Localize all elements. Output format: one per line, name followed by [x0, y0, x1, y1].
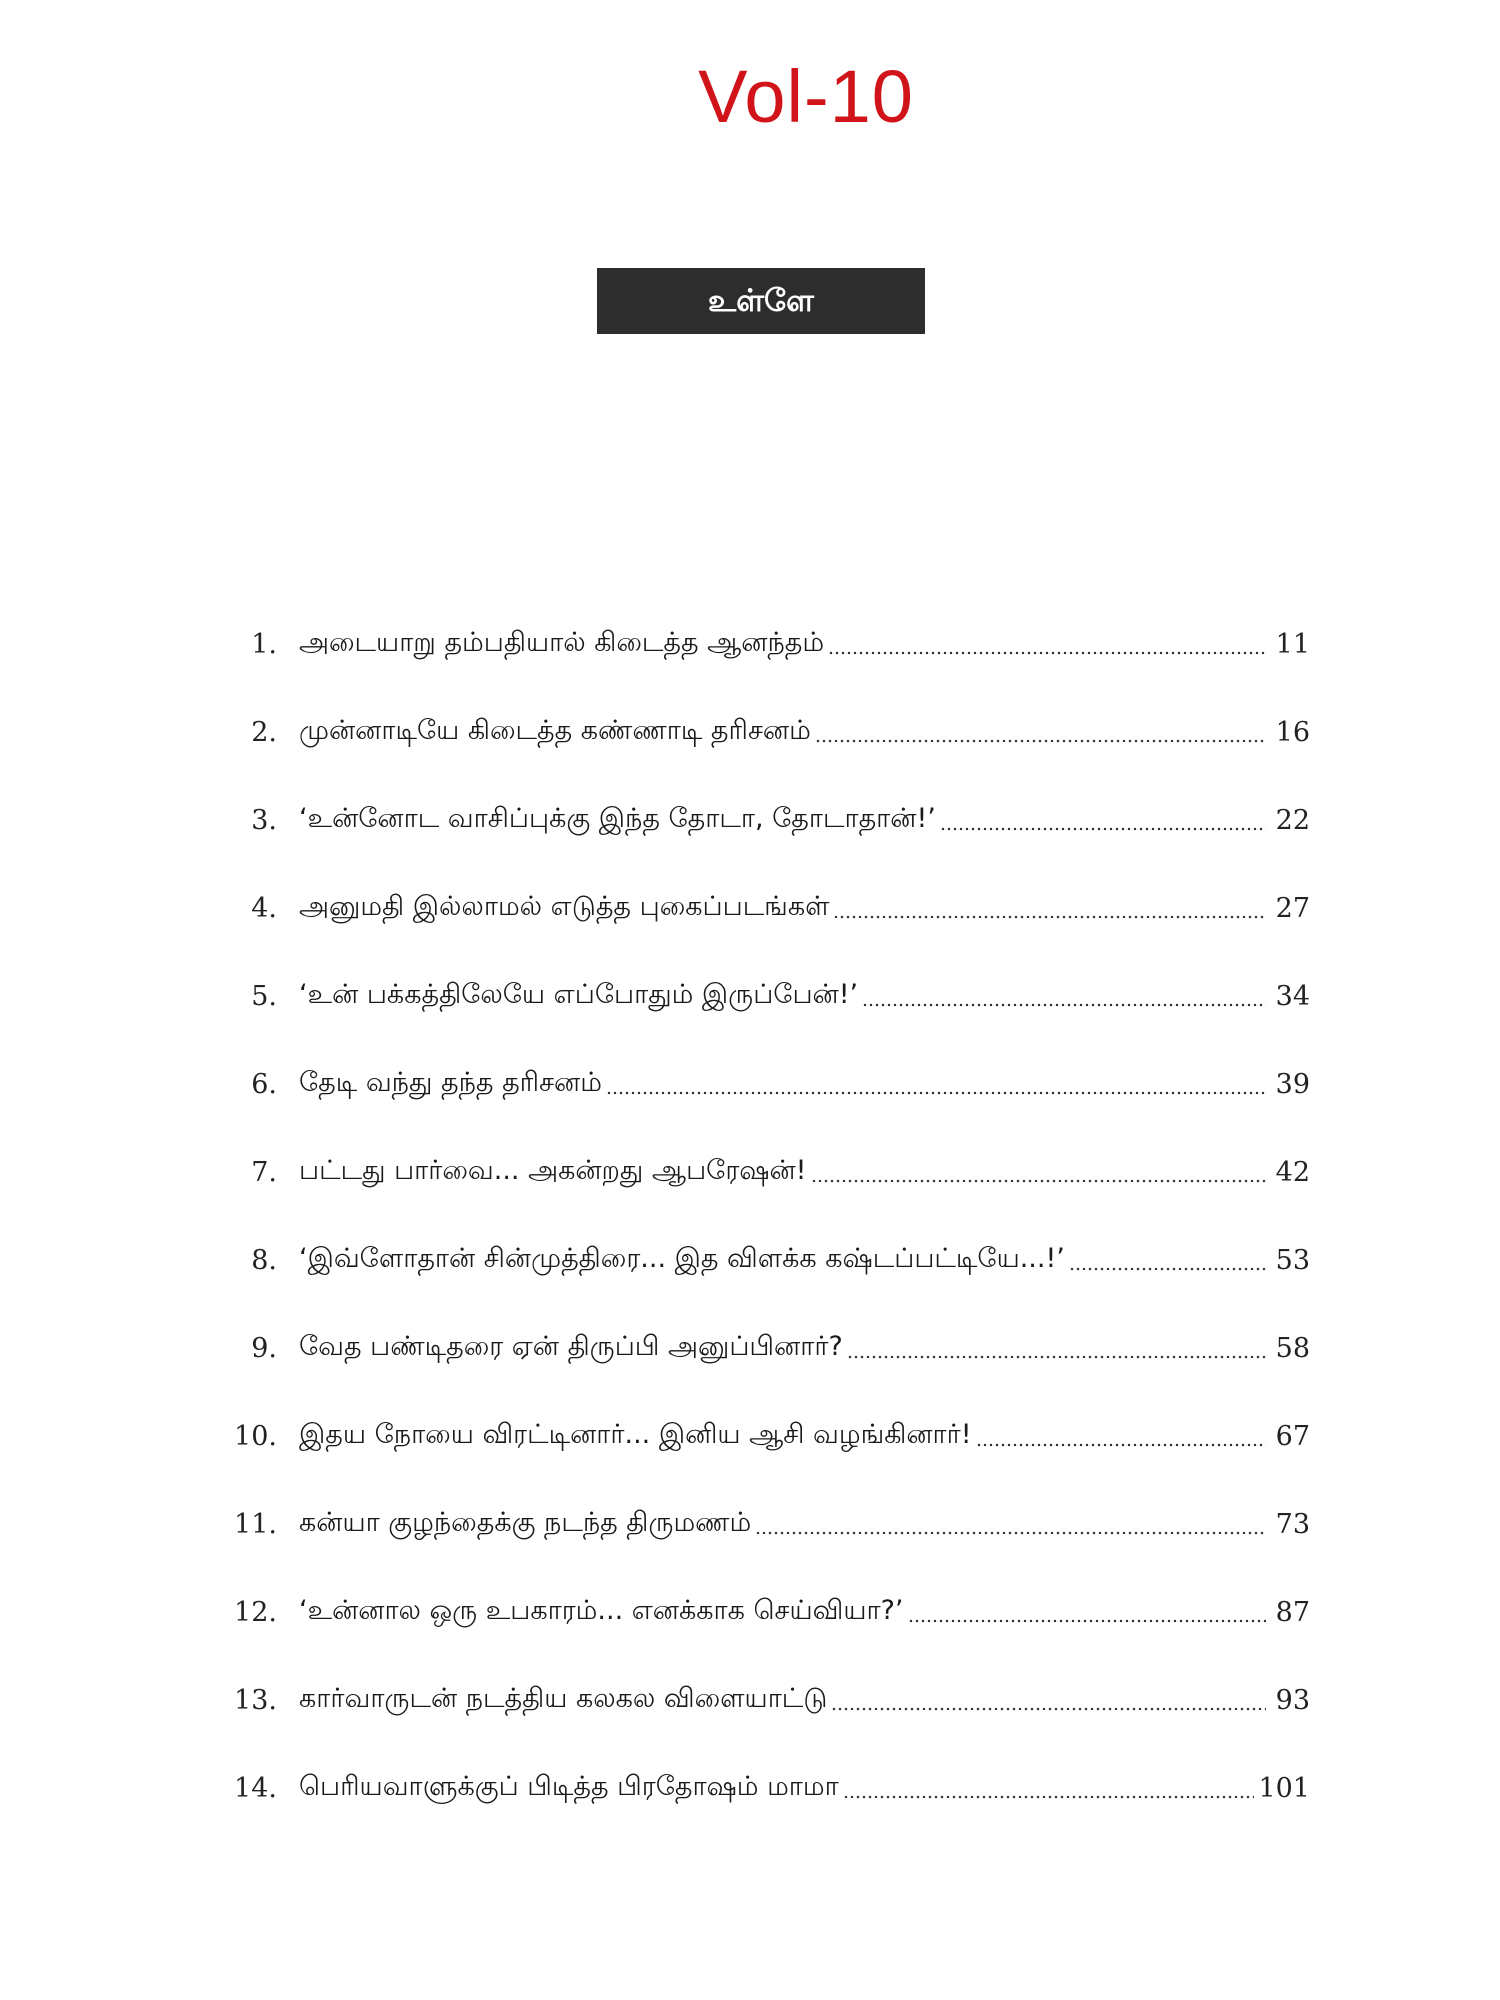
toc-entry-page: 53: [1275, 1244, 1310, 1276]
toc-entry-page: 34: [1275, 980, 1310, 1012]
toc-entry-number: 12 .: [200, 1597, 287, 1628]
toc-entry-number: 8 .: [200, 1245, 287, 1276]
toc-entry: [200, 776, 1310, 864]
toc-entry-number: 1 .: [200, 629, 287, 660]
toc-entry-title: பட்டது பார்வை... அகன்றது ஆபரேஷன்!: [299, 1154, 807, 1186]
dot-leader: [828, 651, 1266, 655]
toc-entry-number: 14 .: [200, 1773, 287, 1804]
toc-entry-number: 6 .: [200, 1069, 287, 1100]
toc-entry-page: 39: [1275, 1068, 1310, 1100]
toc-entry-title: ‘இவ்ளோதான் சின்முத்திரை... இத விளக்க கஷ்டப்பட்டியே...!’: [299, 1242, 1065, 1274]
toc-entry-number: 10 .: [200, 1421, 287, 1452]
toc-entry-number: 4 .: [200, 893, 287, 924]
dot-leader: [831, 1707, 1266, 1711]
dot-leader: [908, 1619, 1267, 1623]
toc-entry: [200, 1744, 1310, 1832]
toc-entry-title: கார்வாருடன் நடத்திய கலகல விளையாட்டு: [299, 1682, 828, 1714]
toc-entry-title: அனுமதி இல்லாமல் எடுத்த புகைப்படங்கள்: [299, 890, 830, 922]
toc-entry: [200, 1304, 1310, 1392]
toc-entry-number: 11 .: [200, 1509, 287, 1540]
toc-entry: [200, 600, 1310, 688]
toc-entry: [200, 688, 1310, 776]
dot-leader: [755, 1531, 1266, 1535]
toc-entry: [200, 1040, 1310, 1128]
toc-entry: [200, 952, 1310, 1040]
toc-entry-page: 73: [1275, 1508, 1310, 1540]
toc-entry-page: 27: [1275, 892, 1310, 924]
toc-entry-page: 101: [1258, 1772, 1310, 1804]
dot-leader: [606, 1091, 1266, 1095]
dot-leader: [811, 1179, 1266, 1183]
dot-leader: [1069, 1267, 1266, 1271]
contents-heading: உள்ளே: [707, 283, 815, 319]
toc-entry-page: 58: [1275, 1332, 1310, 1364]
toc-entry-page: 87: [1275, 1596, 1310, 1628]
toc-entry: [200, 1656, 1310, 1744]
dot-leader: [847, 1355, 1266, 1359]
toc-entry-page: 22: [1275, 804, 1310, 836]
volume-label: Vol-10: [698, 55, 914, 138]
dot-leader: [843, 1795, 1255, 1799]
contents-heading-box: [597, 268, 925, 334]
toc-entry-number: 13 .: [200, 1685, 287, 1716]
toc-entry-title: கன்யா குழந்தைக்கு நடந்த திருமணம்: [299, 1506, 752, 1538]
toc-entry: [200, 1392, 1310, 1480]
toc-entry-title: முன்னாடியே கிடைத்த கண்ணாடி தரிசனம்: [299, 714, 811, 746]
toc-entry-title: ‘உன் பக்கத்திலேயே எப்போதும் இருப்பேன்!’: [299, 978, 859, 1010]
toc-entry-title: இதய நோயை விரட்டினார்... இனிய ஆசி வழங்கினார்!: [299, 1418, 972, 1450]
toc-entry-title: அடையாறு தம்பதியால் கிடைத்த ஆனந்தம்: [299, 626, 825, 658]
toc-entry-title: ‘உன்னோட வாசிப்புக்கு இந்த தோடா, தோடாதான்!’: [299, 802, 936, 834]
dot-leader: [940, 827, 1266, 831]
toc-entry: [200, 1568, 1310, 1656]
toc-entry-title: தேடி வந்து தந்த தரிசனம்: [299, 1066, 602, 1098]
toc-entry-number: 7 .: [200, 1157, 287, 1188]
dot-leader: [833, 915, 1266, 919]
toc-entry: [200, 1480, 1310, 1568]
dot-leader: [976, 1443, 1266, 1447]
toc-entry-number: 5 .: [200, 981, 287, 1012]
toc-entry-page: 93: [1275, 1684, 1310, 1716]
toc-entry-number: 9 .: [200, 1333, 287, 1364]
toc-entry-page: 11: [1275, 628, 1310, 660]
toc-entry-page: 42: [1275, 1156, 1310, 1188]
toc-entry-number: 2 .: [200, 717, 287, 748]
toc-entry-page: 67: [1275, 1420, 1310, 1452]
toc-entry: [200, 864, 1310, 952]
toc-entry: [200, 1128, 1310, 1216]
table-of-contents: [200, 600, 1310, 1832]
toc-entry-title: ‘உன்னால ஒரு உபகாரம்... எனக்காக செய்வியா?’: [299, 1594, 904, 1626]
toc-entry: [200, 1216, 1310, 1304]
toc-entry-title: வேத பண்டிதரை ஏன் திருப்பி அனுப்பினார்?: [299, 1330, 843, 1362]
dot-leader: [815, 739, 1266, 743]
dot-leader: [862, 1003, 1266, 1007]
toc-entry-title: பெரியவாளுக்குப் பிடித்த பிரதோஷம் மாமா: [299, 1770, 839, 1802]
toc-entry-number: 3 .: [200, 805, 287, 836]
toc-entry-page: 16: [1275, 716, 1310, 748]
